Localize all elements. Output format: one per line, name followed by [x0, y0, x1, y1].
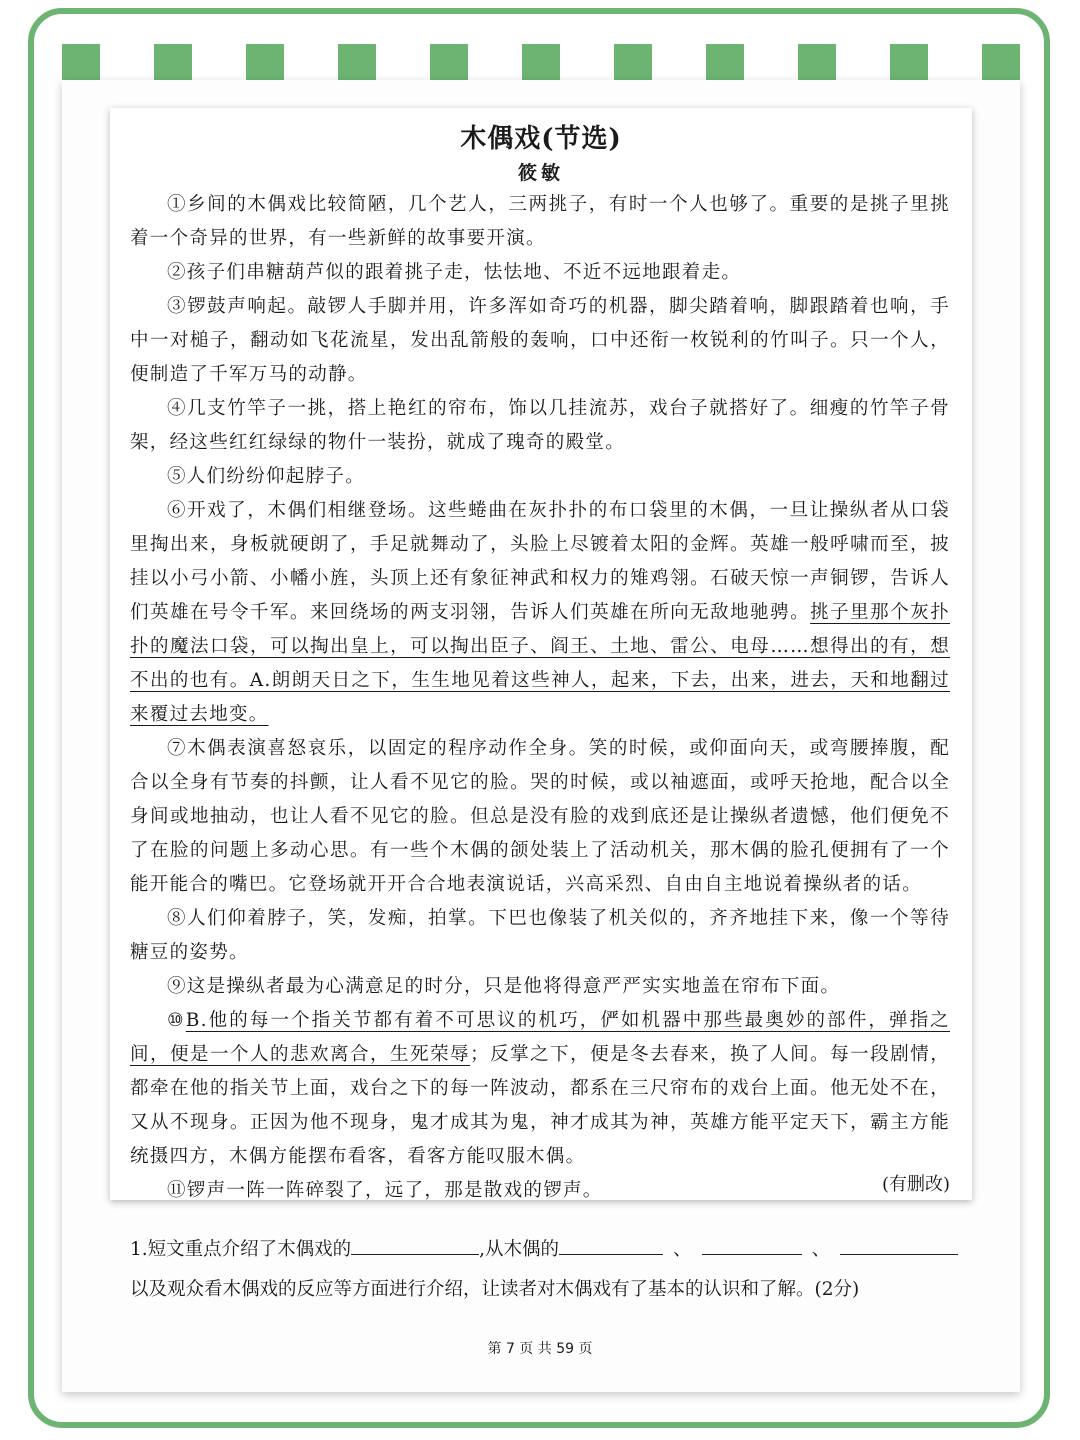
green-tile: [430, 44, 468, 80]
green-tile: [706, 44, 744, 80]
paragraph-6: [130, 494, 950, 732]
article-title: 木偶戏(节选): [460, 124, 622, 154]
paragraph-11: ⑪锣声一阵一阵碎裂了，远了，那是散戏的锣声。: [167, 1180, 603, 1201]
green-tile: [338, 44, 376, 80]
paragraph-5: ⑤人们纷纷仰起脖子。: [167, 466, 366, 487]
paragraph-3: ③锣鼓声响起。敲锣人手脚并用，许多浑如奇巧的机器，脚尖踏着响，脚跟踏着也响，手中一对槌子，翻动如飞花流星，发出乱箭般的轰响，口中还衔一枚锐利的竹叫子。只一个人，便制造了千军万马的动静。: [130, 296, 950, 385]
underlined-sentence-a: 挑子里那个灰扑扑的魔法口袋，可以掏出皇上，可以掏出臣子、阎王、土地、雷公、电母……想得出的有，想不出的也有。A.朗朗天日之下，生生地见着这些神人，起来，下去，出来，进去，天和地翻过来覆过去地变。: [130, 602, 951, 725]
separator: 、: [673, 1239, 692, 1260]
question-text-1: 1.短文重点介绍了木偶戏的: [130, 1239, 352, 1260]
green-tile: [154, 44, 192, 80]
question-line-1: [130, 1230, 970, 1270]
article-body: [130, 188, 950, 1208]
article-clipping: [110, 108, 972, 1200]
green-tile: [246, 44, 284, 80]
green-tile: [614, 44, 652, 80]
source-note: (有删改): [881, 1174, 950, 1195]
answer-blank-3[interactable]: [702, 1232, 802, 1255]
paragraph-2: ②孩子们串糖葫芦似的跟着挑子走，怯怯地、不近不远地跟着走。: [167, 262, 742, 283]
green-tile: [890, 44, 928, 80]
green-tile: [62, 44, 100, 80]
paragraph-1: ①乡间的木偶戏比较简陋，几个艺人，三两挑子，有时一个人也够了。重要的是挑子里挑着一个奇异的世界，有一些新鲜的故事要开演。: [130, 194, 950, 249]
page-number: 第 7 页 共 59 页: [487, 1341, 593, 1357]
green-tile: [798, 44, 836, 80]
paragraph-10-text: ；反掌之下，便是冬去春来，换了人间。每一段剧情，都牵在他的指关节上面，戏台之下的每一阵波动，都系在三尺帘布的戏台上面。他无处不在，又从不现身。正因为他不现身，鬼才成其为鬼，神才成其为神，英雄方能平定天下，霸主方能统摄四方，木偶方能摆布看客，看客方能叹服木偶。: [130, 1044, 951, 1167]
tile-band: [62, 44, 1020, 80]
answer-blank-4[interactable]: [840, 1232, 958, 1255]
paragraph-10-number: ⑩: [167, 1010, 186, 1031]
paragraph-6-text: ⑥开戏了，木偶们相继登场。这些蜷曲在灰扑扑的布口袋里的木偶，一旦让操纵者从口袋里掏出来，身板就硬朗了，手足就舞动了，头脸上尽镀着太阳的金辉。英雄一般呼啸而至，披挂以小弓小箭、小幡小旌，头顶上还有象征神武和权力的雉鸡翎。石破天惊一声铜锣，告诉人们英雄在号令千军。来回绕场的两支羽翎，告诉人们英雄在所向无敌地驰骋。: [130, 500, 950, 623]
answer-blank-1[interactable]: [351, 1232, 479, 1255]
question-1: [130, 1230, 970, 1310]
answer-blank-2[interactable]: [559, 1232, 663, 1255]
paragraph-10: [130, 1004, 950, 1174]
paragraph-4: ④几支竹竿子一挑，搭上艳红的帘布，饰以几挂流苏，戏台子就搭好了。细瘦的竹竿子骨架，经这些红红绿绿的物什一装扮，就成了瑰奇的殿堂。: [130, 398, 950, 453]
article-author: 筱敏: [517, 162, 564, 184]
underlined-sentence-b: B.他的每一个指关节都有着不可思议的机巧，俨如机器中那些最奥妙的部件，弹指之间，便是一个人的悲欢离合，生死荣辱: [130, 1010, 950, 1065]
green-tile: [982, 44, 1020, 80]
green-tile: [522, 44, 560, 80]
paragraph-9: ⑨这是操纵者最为心满意足的时分，只是他将得意严严实实地盖在帘布下面。: [167, 976, 841, 997]
paragraph-8: ⑧人们仰着脖子，笑，发痴，拍掌。下巴也像装了机关似的，齐齐地挂下来，像一个等待糖豆的姿势。: [130, 908, 950, 963]
question-text-2: ,从木偶的: [479, 1239, 560, 1260]
question-line-2: 以及观众看木偶戏的反应等方面进行介绍，让读者对木偶戏有了基本的认识和了解。(2分): [130, 1279, 860, 1300]
paragraph-7: ⑦木偶表演喜怒哀乐，以固定的程序动作全身。笑的时候，或仰面向天，或弯腰捧腹，配合以全身有节奏的抖颤，让人看不见它的脸。哭的时候，或以袖遮面，或呼天抢地，配合以全身间或地抽动，也让人看不见它的脸。但总是没有脸的戏到底还是让操纵者遗憾，他们便免不了在脸的问题上多动心思。有一些个木偶的颌处装上了活动机关，那木偶的脸孔便拥有了一个能开能合的嘴巴。它登场就开开合合地表演说话，兴高采烈、自由自主地说着操纵者的话。: [130, 738, 950, 895]
separator: 、: [811, 1239, 831, 1260]
